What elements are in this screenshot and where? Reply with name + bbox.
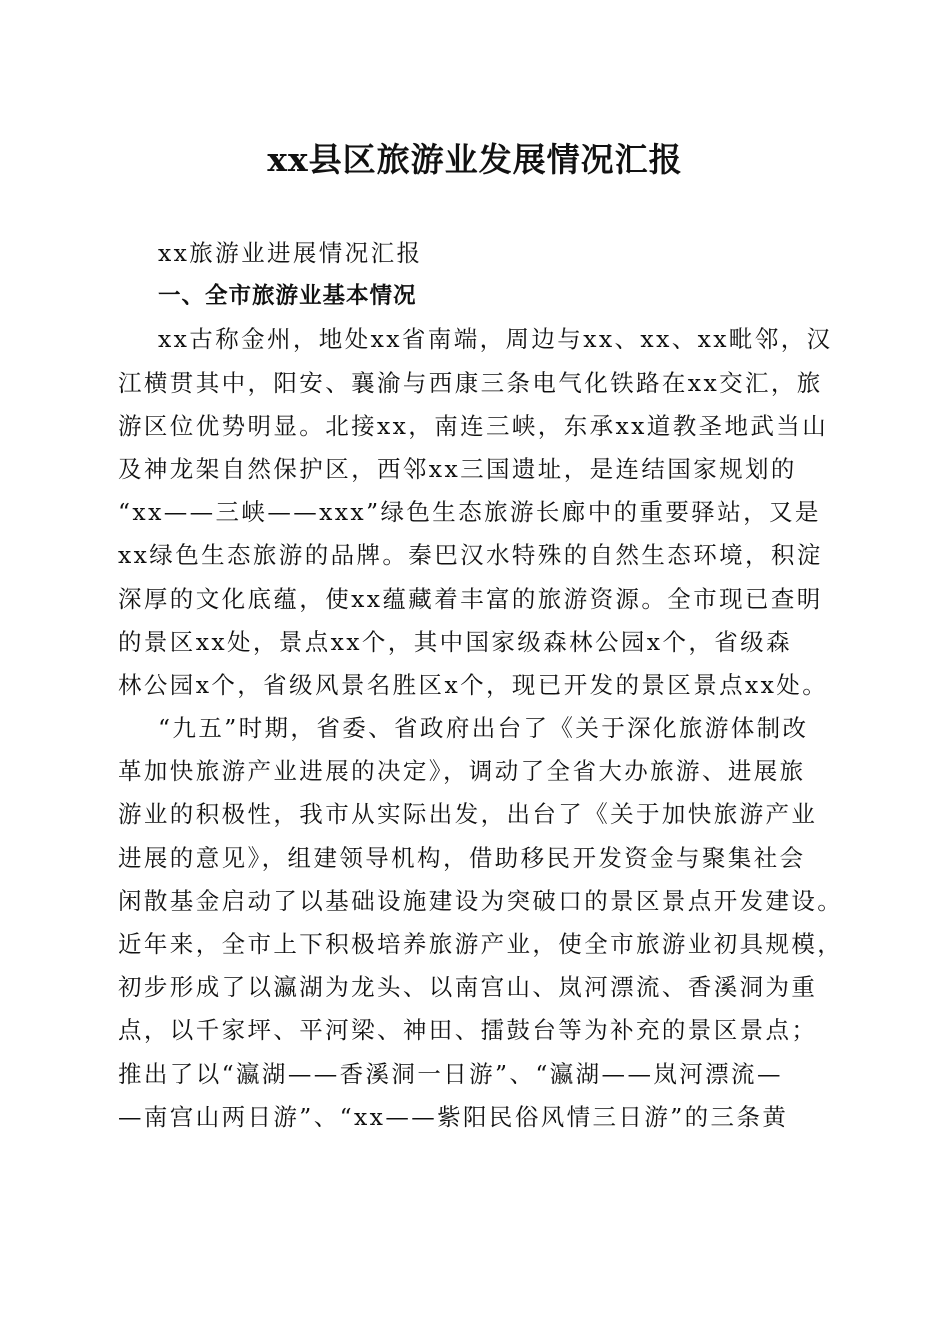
body-line: xx旅游业进展情况汇报 [158,239,423,267]
document-body [118,232,844,1139]
body-line: 游业的积极性，我市从实际出发，出台了《关于加快旅游产业 [118,800,818,829]
body-line: 深厚的文化底蕴，使xx蕴藏着丰富的旅游资源。全市现已查明 [118,584,823,613]
body-line: —南宫山两日游”、“xx——紫阳民俗风情三日游”的三条黄 [118,1102,789,1131]
document-title: xx县区旅游业发展情况汇报 [267,140,683,179]
body-line: 推出了以“瀛湖——香溪洞一日游”、“瀛湖——岚河漂流— [118,1059,783,1088]
body-line: xx古称金州，地处xx省南端，周边与xx、xx、xx毗邻，汉 [158,325,833,354]
section-heading: 一、全市旅游业基本情况 [158,283,417,310]
body-line: 闲散基金启动了以基础设施建设为突破口的景区景点开发建设。 [118,886,844,915]
body-line: 革加快旅游产业进展的决定》，调动了全省大办旅游、进展旅 [118,757,806,786]
body-line: 林公园x个，省级风景名胜区x个，现已开发的景区景点xx处。 [118,670,829,699]
body-line: 初步形成了以瀛湖为龙头、以南宫山、岚河漂流、香溪洞为重 [118,973,818,1002]
body-line: 游区位优势明显。北接xx，南连三峡，东承xx道教圣地武当山 [118,411,829,440]
body-line: 点，以千家坪、平河梁、神田、擂鼓台等为补充的景区景点； [118,1016,818,1045]
body-line: 及神龙架自然保护区，西邻xx三国遗址，是连结国家规划的 [118,454,797,483]
body-line: “xx——三峡——xxx”绿色生态旅游长廊中的重要驿站，又是 [118,498,821,527]
body-line: 的景区xx处，景点xx个，其中国家级森林公园x个，省级森 [118,627,792,656]
body-line: 近年来，全市上下积极培养旅游产业，使全市旅游业初具规模， [118,930,844,958]
body-line: xx绿色生态旅游的品牌。秦巴汉水特殊的自然生态环境，积淀 [118,541,823,570]
body-line: 江横贯其中，阳安、襄渝与西康三条电气化铁路在xx交汇，旅 [118,368,823,397]
body-line: 进展的意见》，组建领导机构，借助移民开发资金与聚集社会 [118,843,806,872]
body-line: “九五”时期，省委、省政府出台了《关于深化旅游体制改 [158,714,809,743]
